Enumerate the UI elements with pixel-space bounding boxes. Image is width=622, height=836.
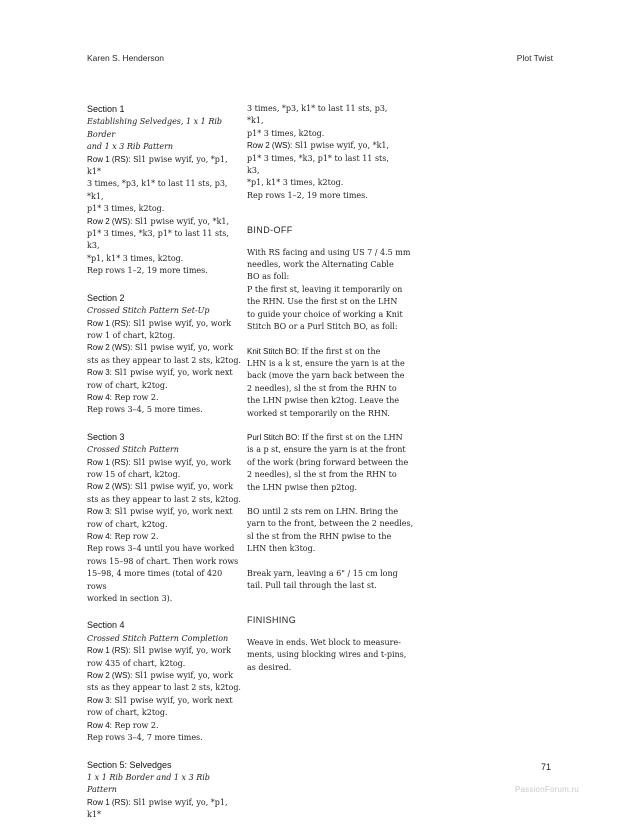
instruction-line (87, 531, 242, 543)
row-label: Row 2 (WS): (247, 141, 293, 151)
row-text: If the first st on the (299, 346, 381, 356)
row-text: Sl1 pwise wyif, yo, work next (111, 507, 233, 517)
section-title: Section 5: Selvedges (87, 759, 172, 770)
instruction-line (87, 645, 242, 657)
instruction-line (87, 216, 242, 228)
section-subtitle: Crossed Stitch Pattern (87, 445, 179, 455)
row-label: Row 1 (RS): (87, 646, 131, 656)
text-line: BO as foll: (247, 272, 290, 282)
instruction-line (87, 318, 242, 330)
row-text: row 15 of chart, k2tog. (87, 469, 181, 479)
text-line: of the work (bring forward between the (247, 457, 409, 467)
row-label: Row 2 (WS): (87, 216, 133, 226)
text-line: is a p st, ensure the yarn is at the front (247, 445, 406, 455)
instruction-line (87, 253, 242, 265)
section-subtitle: Establishing Selvedges, 1 x 1 Rib Border (87, 117, 223, 139)
section-title: Section 2 (87, 292, 125, 303)
text-line: With RS facing and using US 7 / 4.5 mm (247, 247, 411, 257)
pattern-section (87, 431, 242, 606)
instruction-line (87, 568, 242, 593)
row-label: Row 3: (87, 695, 112, 705)
bind-off-final (247, 506, 414, 556)
row-label: Row 1 (RS): (87, 318, 131, 328)
instruction-line (87, 355, 242, 367)
row-label: Row 2 (WS): (87, 671, 133, 681)
finishing-heading: FINISHING (247, 615, 297, 626)
instruction-line (87, 342, 242, 354)
header-author: Karen S. Henderson (87, 53, 165, 63)
pattern-section (87, 759, 242, 822)
instruction-line (87, 178, 242, 203)
instruction-line (87, 380, 242, 392)
instruction-line (247, 190, 397, 202)
text-line: back (move the yarn back between the (247, 371, 405, 381)
row-text: row 435 of chart, k2tog. (87, 658, 186, 668)
row-text: Sl1 pwise wyif, yo, *k1, (132, 216, 230, 226)
row-text: sts as they appear to last 2 sts, k2tog. (87, 355, 241, 365)
section-5-continuation (247, 103, 397, 202)
row-text: *p1, k1* 3 times, k2tog. (87, 253, 184, 263)
row-text: If the first st on the LHN (299, 432, 403, 442)
row-label: Row 4: (87, 392, 112, 402)
row-text: p1* 3 times, *k3, p1* to last 11 sts, k3, (87, 229, 229, 251)
row-text: Sl1 pwise wyif, yo, work next (111, 695, 233, 705)
instruction-line (87, 519, 242, 531)
bind-off-intro (247, 247, 411, 334)
pattern-section (87, 619, 242, 744)
text-line (247, 432, 403, 444)
row-text: Sl1 pwise wyif, yo, work (130, 646, 232, 656)
instruction-line (87, 203, 242, 215)
instruction-line (87, 367, 242, 379)
text-line: P the first st, leaving it temporarily on (247, 284, 403, 294)
instruction-line (87, 265, 242, 277)
section-subtitle: 1 x 1 Rib Border and 1 x 3 Rib Pattern (87, 772, 210, 795)
row-text: row of chart, k2tog. (87, 519, 168, 529)
section-title: Section 1 (87, 104, 125, 114)
row-text: Rep row 2. (111, 392, 159, 402)
section-subtitle: Crossed Stitch Pattern Set-Up (87, 306, 210, 316)
row-text: rows 15–98 of chart. Then work rows (87, 556, 239, 566)
instruction-line (87, 732, 242, 744)
text-line: the LHN pwise then k2tog. Leave the (247, 396, 400, 406)
header-book-title: Plot Twist (516, 53, 553, 63)
row-text: Rep rows 3–4, 7 more times. (87, 733, 203, 743)
text-line: BO until 2 sts rem on LHN. Bring the (247, 506, 399, 516)
running-header (87, 53, 553, 63)
instruction-line (87, 154, 242, 179)
row-text: *p1, k1* 3 times, k2tog. (247, 178, 344, 188)
row-label: Row 4: (87, 720, 112, 730)
text-line: the LHN pwise then p2tog. (247, 482, 358, 492)
text-line: Break yarn, leaving a 6" / 15 cm long (247, 568, 398, 578)
row-text: 3 times, *p3, k1* to last 11 sts, p3, *k1, (247, 104, 388, 126)
row-text: p1* 3 times, k2tog. (247, 128, 325, 138)
text-line: as desired. (247, 662, 292, 672)
text-line: LHN then k3tog. (247, 544, 316, 554)
pattern-section (87, 292, 242, 417)
row-text: 15–98, 4 more times (total of 420 rows (87, 569, 223, 591)
row-text: Sl1 pwise wyif, yo, work (132, 343, 233, 353)
instruction-line (87, 707, 242, 719)
instruction-line (247, 153, 397, 178)
instruction-line (87, 593, 242, 605)
right-column (247, 103, 414, 686)
row-text: Rep rows 3–4 until you have worked (87, 544, 235, 554)
row-text: sts as they appear to last 2 sts, k2tog. (87, 494, 241, 504)
instruction-line (87, 797, 242, 822)
row-text: row of chart, k2tog. (87, 708, 168, 718)
row-text: Sl1 pwise wyif, yo, work (130, 318, 232, 328)
row-text: Sl1 pwise wyif, yo, work next (111, 368, 233, 378)
row-text: Rep rows 3–4, 5 more times. (87, 405, 203, 415)
knit-bo-label: Knit Stitch BO: (247, 346, 300, 356)
instruction-line (87, 469, 242, 481)
row-text: row of chart, k2tog. (87, 380, 168, 390)
row-text: Sl1 pwise wyif, yo, work (132, 671, 233, 681)
text-line: yarn to the front, between the 2 needles, (247, 519, 414, 529)
row-label: Row 3: (87, 507, 112, 517)
row-label: Row 2 (WS): (87, 343, 133, 353)
row-text: row 1 of chart, k2tog. (87, 330, 176, 340)
break-yarn (247, 568, 397, 593)
instruction-line (87, 228, 242, 253)
row-text: Rep rows 1–2, 19 more times. (87, 266, 208, 276)
instruction-line (87, 682, 242, 694)
section-subtitle: Crossed Stitch Pattern Completion (87, 633, 229, 643)
bind-off-heading: BIND-OFF (247, 225, 293, 236)
text-line: 2 needles), sl the st from the RHN to (247, 470, 397, 480)
row-text: p1* 3 times, k2tog. (87, 204, 165, 214)
row-text: Sl1 pwise wyif, yo, *p1, k1* (87, 154, 228, 177)
instruction-line (87, 556, 242, 568)
row-text: Sl1 pwise wyif, yo, *p1, k1* (87, 797, 228, 820)
left-column (87, 103, 242, 836)
instruction-line (87, 457, 242, 469)
row-text: Rep rows 1–2, 19 more times. (247, 190, 368, 200)
row-label: Row 3: (87, 368, 112, 378)
text-line: to guide your choice of working a Knit (247, 309, 403, 319)
pattern-section (87, 103, 242, 278)
text-line: Weave in ends. Wet block to measure- (247, 637, 401, 647)
section-title: Section 4 (87, 620, 125, 631)
instruction-line (247, 177, 397, 189)
row-text: Sl1 pwise wyif, yo, work (130, 457, 232, 467)
instruction-line (87, 494, 242, 506)
instruction-line (247, 140, 397, 152)
row-text: sts as they appear to last 2 sts, k2tog. (87, 683, 241, 693)
page-number: 71 (541, 762, 552, 772)
instruction-line (87, 658, 242, 670)
row-text: Sl1 pwise wyif, yo, work (132, 482, 233, 492)
instruction-line (247, 128, 397, 140)
text-line: tail. Pull tail through the last st. (247, 581, 377, 590)
row-text: p1* 3 times, *k3, p1* to last 11 sts, k3, (247, 153, 389, 176)
watermark: PassionForum.ru (515, 785, 579, 794)
section-title: Section 3 (87, 431, 125, 442)
instruction-line (87, 392, 242, 404)
text-line: ments, using blocking wires and t-pins, (247, 650, 407, 660)
instruction-line (87, 720, 242, 732)
row-text: worked in section 3). (87, 594, 173, 604)
row-label: Row 1 (RS): (87, 154, 131, 164)
instruction-line (87, 404, 242, 416)
instruction-line (87, 506, 242, 518)
row-text: Sl1 pwise wyif, yo, *k1, (292, 141, 390, 151)
text-line: sl the st from the RHN pwise to the (247, 531, 392, 541)
row-label: Row 4: (87, 532, 112, 541)
row-label: Row 1 (RS): (87, 797, 131, 807)
text-line: needles, work the Alternating Cable (247, 260, 394, 270)
text-line: worked st temporarily on the RHN. (247, 408, 390, 418)
row-text: Rep row 2. (111, 532, 159, 541)
instruction-line (87, 481, 242, 493)
purl-stitch-bo (247, 432, 409, 494)
row-label: Row 1 (RS): (87, 457, 131, 467)
instruction-line (87, 543, 242, 555)
purl-bo-label: Purl Stitch BO: (247, 432, 300, 442)
text-line: 2 needles), sl the st from the RHN to (247, 383, 397, 393)
instruction-line (87, 670, 242, 682)
text-line: Stitch BO or a Purl Stitch BO, as foll: (247, 322, 398, 332)
instruction-line (87, 695, 242, 707)
instruction-line (247, 103, 397, 128)
text-line (247, 346, 397, 358)
row-text: Rep row 2. (111, 720, 159, 730)
finishing-text (247, 637, 407, 674)
knit-stitch-bo (247, 346, 405, 420)
row-text: 3 times, *p3, k1* to last 11 sts, p3, *k1, (87, 179, 228, 201)
text-line: LHN is a k st, ensure the yarn is at the (247, 358, 405, 368)
section-subtitle: and 1 x 3 Rib Pattern (87, 142, 174, 152)
instruction-line (87, 330, 242, 342)
row-label: Row 2 (WS): (87, 482, 133, 492)
text-line: the RHN. Use the first st on the LHN (247, 297, 398, 307)
